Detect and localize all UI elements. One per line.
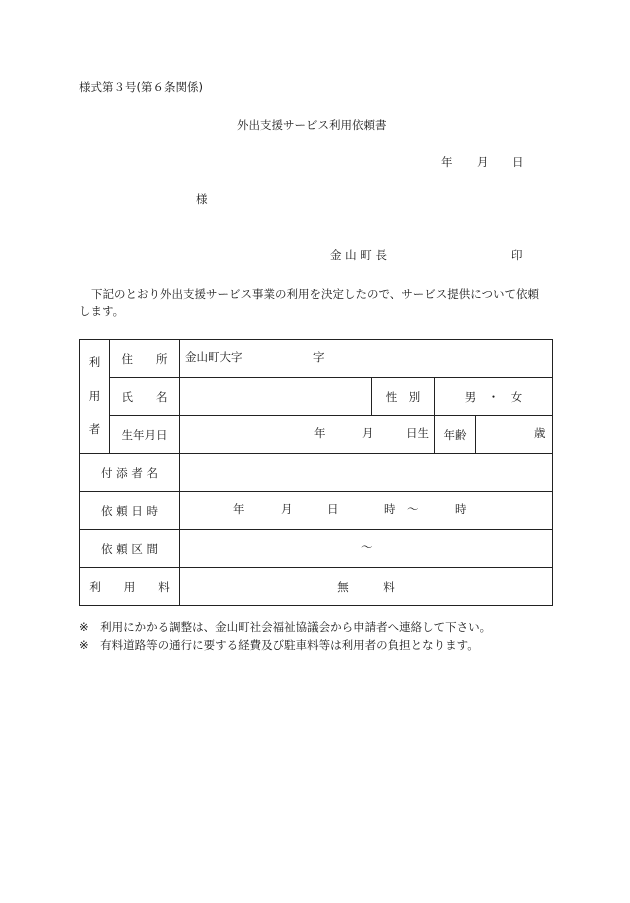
request-datetime-row [80, 492, 553, 530]
body-text-line1: 下記のとおり外出支援サービス事業の利用を決定したので、サービス提供について依頼 [91, 287, 540, 301]
name-row [80, 378, 553, 416]
age-field[interactable] [476, 416, 553, 454]
note-1: ※ 利用にかかる調整は、金山町社会福祉協議会から申請者へ連絡して下さい。 [79, 620, 492, 634]
user-char-3: 者 [88, 422, 101, 437]
sex-options[interactable]: 男 ・ 女 [435, 378, 553, 416]
address-row [80, 340, 553, 378]
dob-month: 月 [362, 426, 374, 440]
request-hour-from: 時 ～ [384, 502, 419, 516]
user-group-label [80, 340, 110, 454]
body-text-line2: します。 [79, 304, 125, 318]
companion-field[interactable] [180, 454, 553, 492]
document-title: 外出支援サービス利用依頼書 [237, 118, 387, 132]
age-label: 年齢 [435, 416, 476, 454]
request-month: 月 [281, 502, 293, 516]
request-hour-to: 時 [455, 502, 467, 516]
address-aza: 字 [313, 350, 325, 364]
address-prefix: 金山町大字 [185, 350, 243, 364]
section-tilde: ～ [361, 540, 373, 554]
date-month-label: 月 [477, 155, 489, 169]
dob-row [80, 416, 553, 454]
user-char-1: 利 [88, 355, 101, 370]
issuer-name: 金 山 町 長 [330, 248, 387, 262]
address-label: 住 所 [110, 340, 180, 378]
request-section-field[interactable] [180, 530, 553, 568]
dob-day: 日生 [406, 426, 429, 440]
fee-value: 無 料 [180, 568, 553, 606]
date-year-label: 年 [441, 155, 453, 169]
addressee-suffix: 様 [196, 192, 208, 206]
user-char-2: 用 [88, 388, 101, 403]
request-year: 年 [233, 502, 245, 516]
fee-row [80, 568, 553, 606]
request-datetime-field[interactable] [180, 492, 553, 530]
companion-label: 付 添 者 名 [80, 454, 180, 492]
request-day: 日 [327, 502, 339, 516]
fee-label: 利 用 料 [80, 568, 180, 606]
address-field[interactable] [180, 340, 553, 378]
form-number: 様式第３号(第６条関係) [79, 80, 203, 94]
note-2: ※ 有料道路等の通行に要する経費及び駐車料等は利用者の負担となります。 [79, 638, 479, 652]
name-field[interactable] [180, 378, 372, 416]
request-form-table [79, 339, 553, 606]
dob-label: 生年月日 [110, 416, 180, 454]
dob-field[interactable] [180, 416, 435, 454]
seal-mark: 印 [511, 248, 523, 262]
dob-year: 年 [314, 426, 326, 440]
request-section-row [80, 530, 553, 568]
date-day-label: 日 [512, 155, 524, 169]
name-label: 氏 名 [110, 378, 180, 416]
age-unit: 歳 [534, 426, 546, 440]
request-datetime-label: 依 頼 日 時 [80, 492, 180, 530]
sex-label: 性 別 [372, 378, 435, 416]
companion-row [80, 454, 553, 492]
request-section-label: 依 頼 区 間 [80, 530, 180, 568]
